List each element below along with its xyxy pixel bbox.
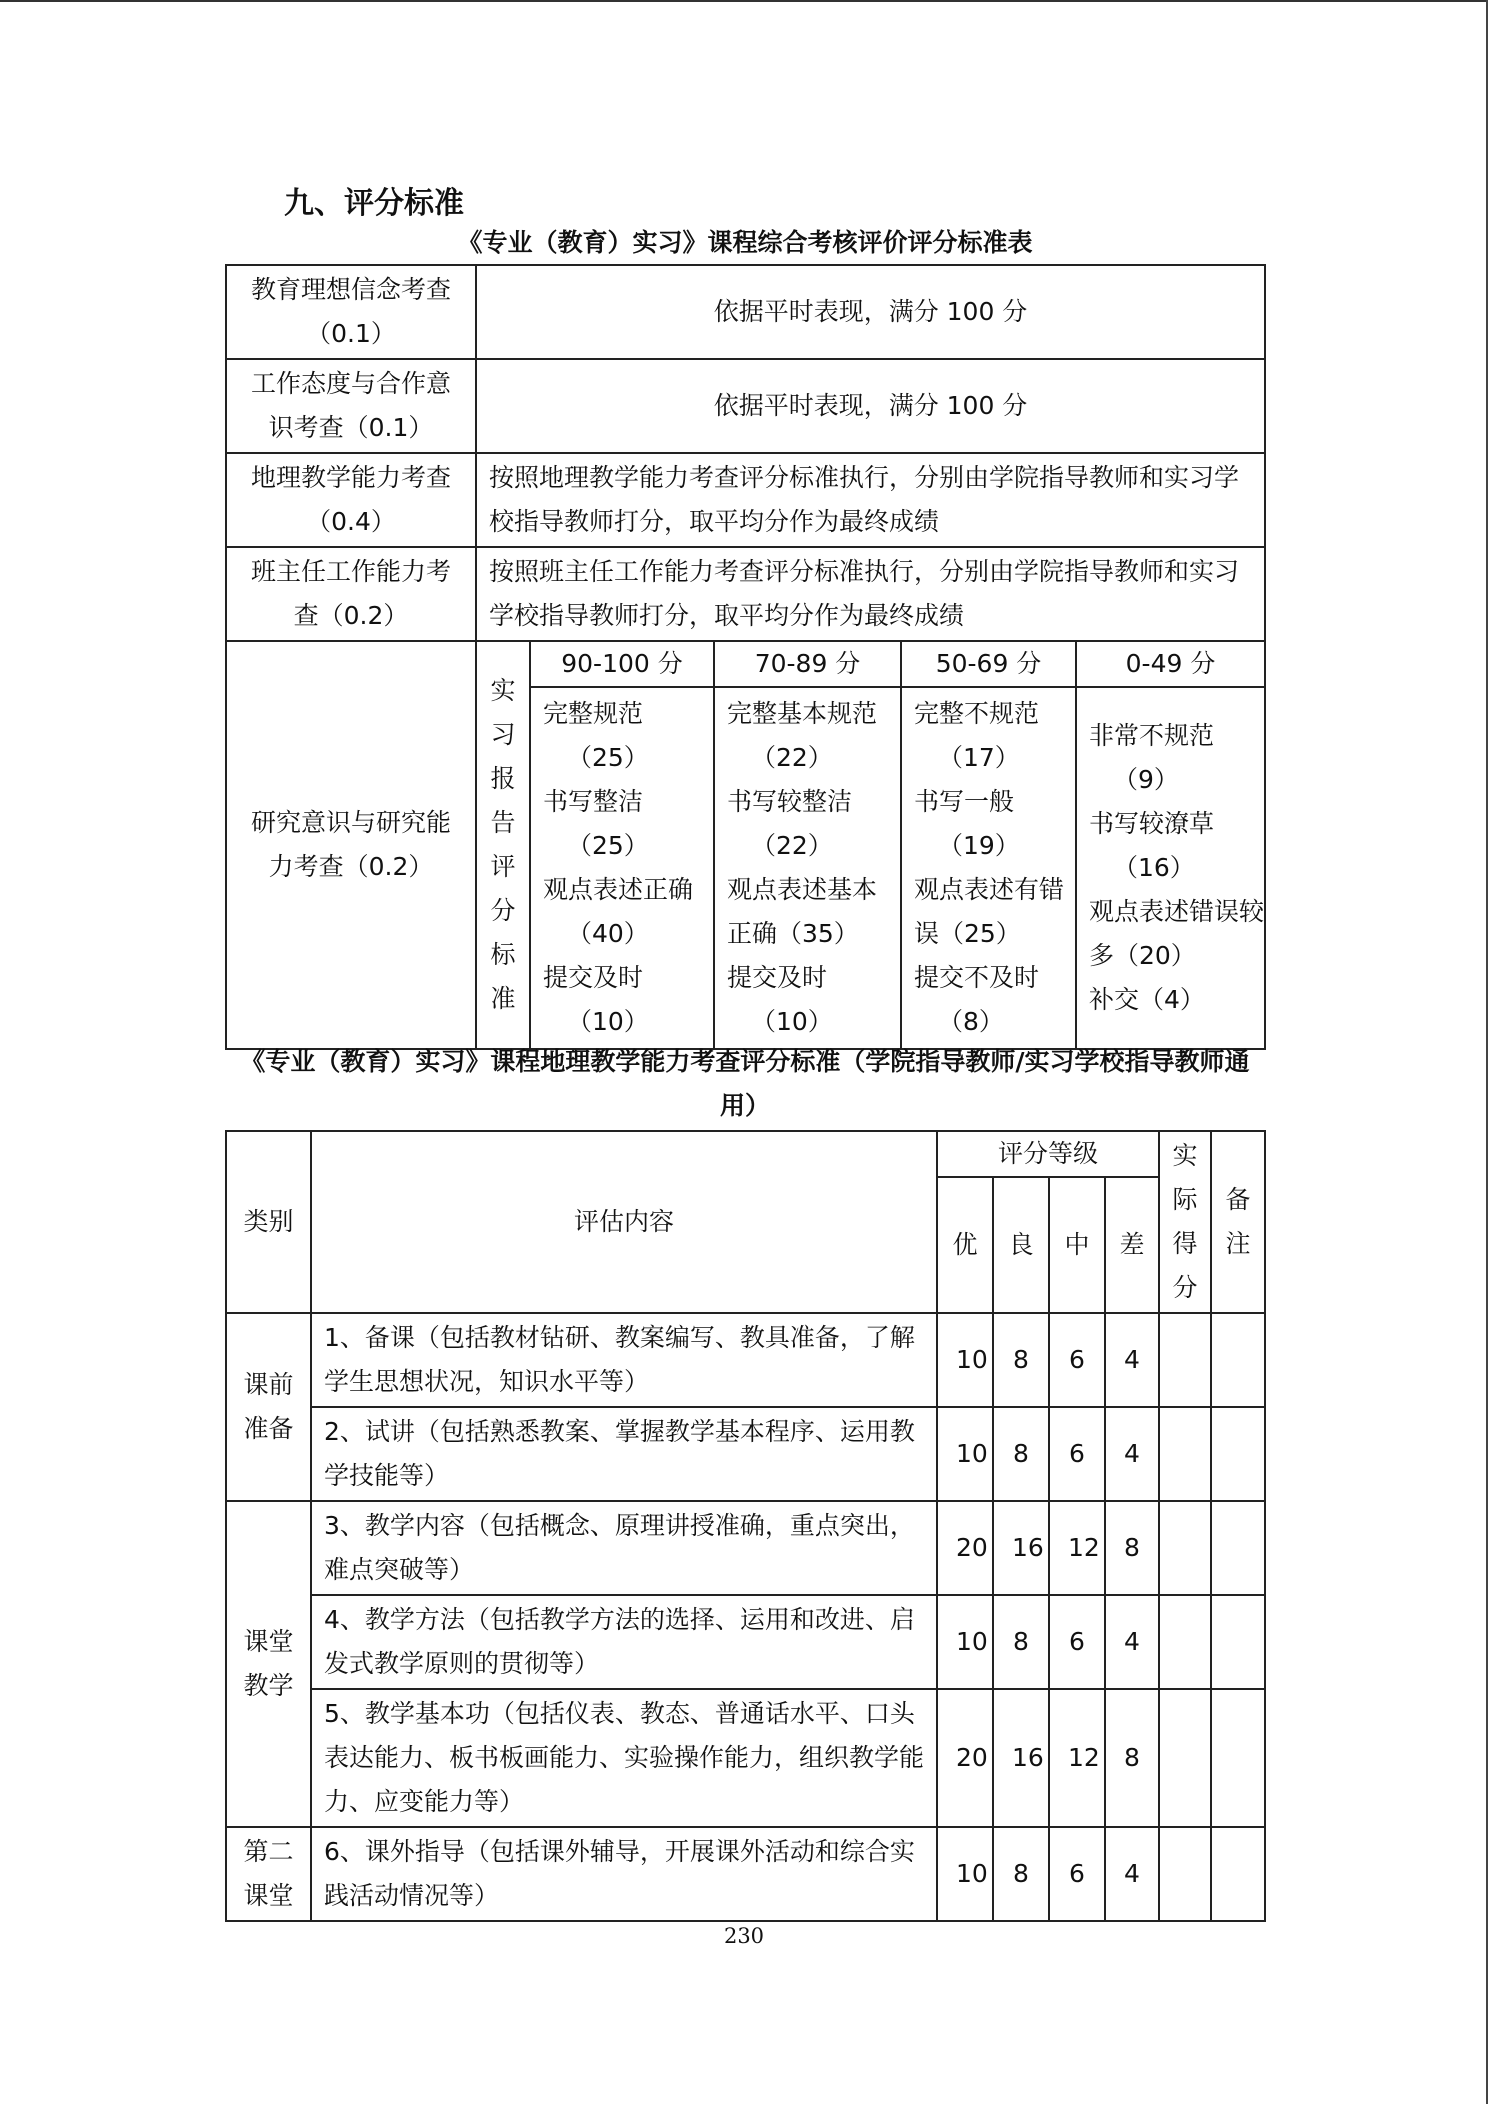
score-good: 8 bbox=[993, 1595, 1049, 1689]
actual-score-cell bbox=[1159, 1689, 1211, 1827]
remark-cell bbox=[1211, 1501, 1265, 1595]
score-poor: 8 bbox=[1105, 1689, 1159, 1827]
grade-range-row bbox=[226, 641, 1265, 687]
actual-score-cell bbox=[1159, 1827, 1211, 1921]
section-title: 九、评分标准 bbox=[284, 186, 464, 221]
teaching-ability-table bbox=[225, 1130, 1266, 1922]
score-excellent: 10 bbox=[937, 1407, 993, 1501]
category-cell: 课前准备 bbox=[226, 1313, 311, 1501]
actual-score-header: 实际得分 bbox=[1159, 1131, 1211, 1313]
assessment-label: 教育理想信念考查（0.1） bbox=[226, 265, 476, 359]
grade-criteria-cell: 非常不规范 （9） 书写较潦草 （16） 观点表述错误较多（20） 补交（4） bbox=[1076, 687, 1265, 1049]
score-excellent: 10 bbox=[937, 1827, 993, 1921]
score-excellent: 10 bbox=[937, 1313, 993, 1407]
grade-group-header: 评分等级 bbox=[937, 1131, 1159, 1177]
grade-range-header: 90-100 分 bbox=[530, 641, 714, 687]
assessment-row bbox=[226, 547, 1265, 641]
category-header: 类别 bbox=[226, 1131, 311, 1313]
assessment-desc: 按照地理教学能力考查评分标准执行，分别由学院指导教师和实习学校指导教师打分，取平均分作为最终成绩 bbox=[476, 453, 1265, 547]
remark-cell bbox=[1211, 1827, 1265, 1921]
grade-criteria-cell: 完整规范 （25） 书写整洁 （25） 观点表述正确 （40） 提交及时 （10） bbox=[530, 687, 714, 1049]
table1-caption: 《专业（教育）实习》课程综合考核评价评分标准表 bbox=[457, 228, 1033, 257]
score-poor: 4 bbox=[1105, 1407, 1159, 1501]
table-row bbox=[226, 1595, 1265, 1689]
assessment-desc: 依据平时表现，满分 100 分 bbox=[476, 265, 1265, 359]
score-medium: 6 bbox=[1049, 1313, 1105, 1407]
grade-criteria-cell: 完整不规范 （17） 书写一般 （19） 观点表述有错误（25） 提交不及时 （8） bbox=[901, 687, 1076, 1049]
score-good: 8 bbox=[993, 1313, 1049, 1407]
table-row bbox=[226, 1689, 1265, 1827]
grade-range-header: 70-89 分 bbox=[714, 641, 901, 687]
category-cell: 第二课堂 bbox=[226, 1827, 311, 1921]
content-cell: 5、教学基本功（包括仪表、教态、普通话水平、口头表达能力、板书板画能力、实验操作能力，组织教学能力、应变能力等） bbox=[311, 1689, 937, 1827]
score-medium: 6 bbox=[1049, 1407, 1105, 1501]
grade-range-header: 0-49 分 bbox=[1076, 641, 1265, 687]
score-medium: 12 bbox=[1049, 1501, 1105, 1595]
assessment-label: 班主任工作能力考查（0.2） bbox=[226, 547, 476, 641]
assessment-row bbox=[226, 453, 1265, 547]
table-row bbox=[226, 1827, 1265, 1921]
score-good: 16 bbox=[993, 1689, 1049, 1827]
grade-range-header: 50-69 分 bbox=[901, 641, 1076, 687]
table-row bbox=[226, 1407, 1265, 1501]
content-cell: 1、备课（包括教材钻研、教案编写、教具准备，了解学生思想状况，知识水平等） bbox=[311, 1313, 937, 1407]
grade-excellent-header: 优 bbox=[937, 1177, 993, 1313]
remark-cell bbox=[1211, 1595, 1265, 1689]
content-cell: 4、教学方法（包括教学方法的选择、运用和改进、启发式教学原则的贯彻等） bbox=[311, 1595, 937, 1689]
score-excellent: 10 bbox=[937, 1595, 993, 1689]
actual-score-cell bbox=[1159, 1407, 1211, 1501]
score-excellent: 20 bbox=[937, 1501, 993, 1595]
score-medium: 6 bbox=[1049, 1595, 1105, 1689]
page-number: 230 bbox=[723, 1924, 765, 1948]
remark-cell bbox=[1211, 1407, 1265, 1501]
comprehensive-assessment-table bbox=[225, 264, 1266, 1050]
table2-caption: 《专业（教育）实习》课程地理教学能力考查评分标准（学院指导教师/实习学校指导教师通用） bbox=[240, 1047, 1250, 1120]
remark-cell bbox=[1211, 1313, 1265, 1407]
table-row bbox=[226, 1501, 1265, 1595]
score-good: 8 bbox=[993, 1407, 1049, 1501]
remark-cell bbox=[1211, 1689, 1265, 1827]
page-top-border bbox=[0, 0, 1488, 2]
score-good: 8 bbox=[993, 1827, 1049, 1921]
score-poor: 4 bbox=[1105, 1313, 1159, 1407]
header-row bbox=[226, 1131, 1265, 1177]
assessment-row bbox=[226, 265, 1265, 359]
grade-good-header: 良 bbox=[993, 1177, 1049, 1313]
category-cell: 课堂教学 bbox=[226, 1501, 311, 1827]
assessment-label: 工作态度与合作意识考查（0.1） bbox=[226, 359, 476, 453]
actual-score-cell bbox=[1159, 1313, 1211, 1407]
assessment-row bbox=[226, 359, 1265, 453]
score-excellent: 20 bbox=[937, 1689, 993, 1827]
research-label: 研究意识与研究能力考查（0.2） bbox=[226, 641, 476, 1049]
remark-header: 备注 bbox=[1211, 1131, 1265, 1313]
grade-poor-header: 差 bbox=[1105, 1177, 1159, 1313]
score-poor: 4 bbox=[1105, 1595, 1159, 1689]
actual-score-cell bbox=[1159, 1501, 1211, 1595]
grade-medium-header: 中 bbox=[1049, 1177, 1105, 1313]
score-medium: 12 bbox=[1049, 1689, 1105, 1827]
assessment-desc: 依据平时表现，满分 100 分 bbox=[476, 359, 1265, 453]
report-standard-vertical-label: 实 习 报 告 评 分 标 准 bbox=[476, 641, 530, 1049]
table-row bbox=[226, 1313, 1265, 1407]
grade-criteria-cell: 完整基本规范 （22） 书写较整洁 （22） 观点表述基本正确（35） 提交及时 （10） bbox=[714, 687, 901, 1049]
assessment-desc: 按照班主任工作能力考查评分标准执行，分别由学院指导教师和实习学校指导教师打分，取平均分作为最终成绩 bbox=[476, 547, 1265, 641]
content-cell: 2、试讲（包括熟悉教案、掌握教学基本程序、运用教学技能等） bbox=[311, 1407, 937, 1501]
assessment-label: 地理教学能力考查（0.4） bbox=[226, 453, 476, 547]
actual-score-cell bbox=[1159, 1595, 1211, 1689]
content-header: 评估内容 bbox=[311, 1131, 937, 1313]
score-medium: 6 bbox=[1049, 1827, 1105, 1921]
score-good: 16 bbox=[993, 1501, 1049, 1595]
score-poor: 4 bbox=[1105, 1827, 1159, 1921]
content-cell: 6、课外指导（包括课外辅导，开展课外活动和综合实践活动情况等） bbox=[311, 1827, 937, 1921]
content-cell: 3、教学内容（包括概念、原理讲授准确，重点突出，难点突破等） bbox=[311, 1501, 937, 1595]
score-poor: 8 bbox=[1105, 1501, 1159, 1595]
